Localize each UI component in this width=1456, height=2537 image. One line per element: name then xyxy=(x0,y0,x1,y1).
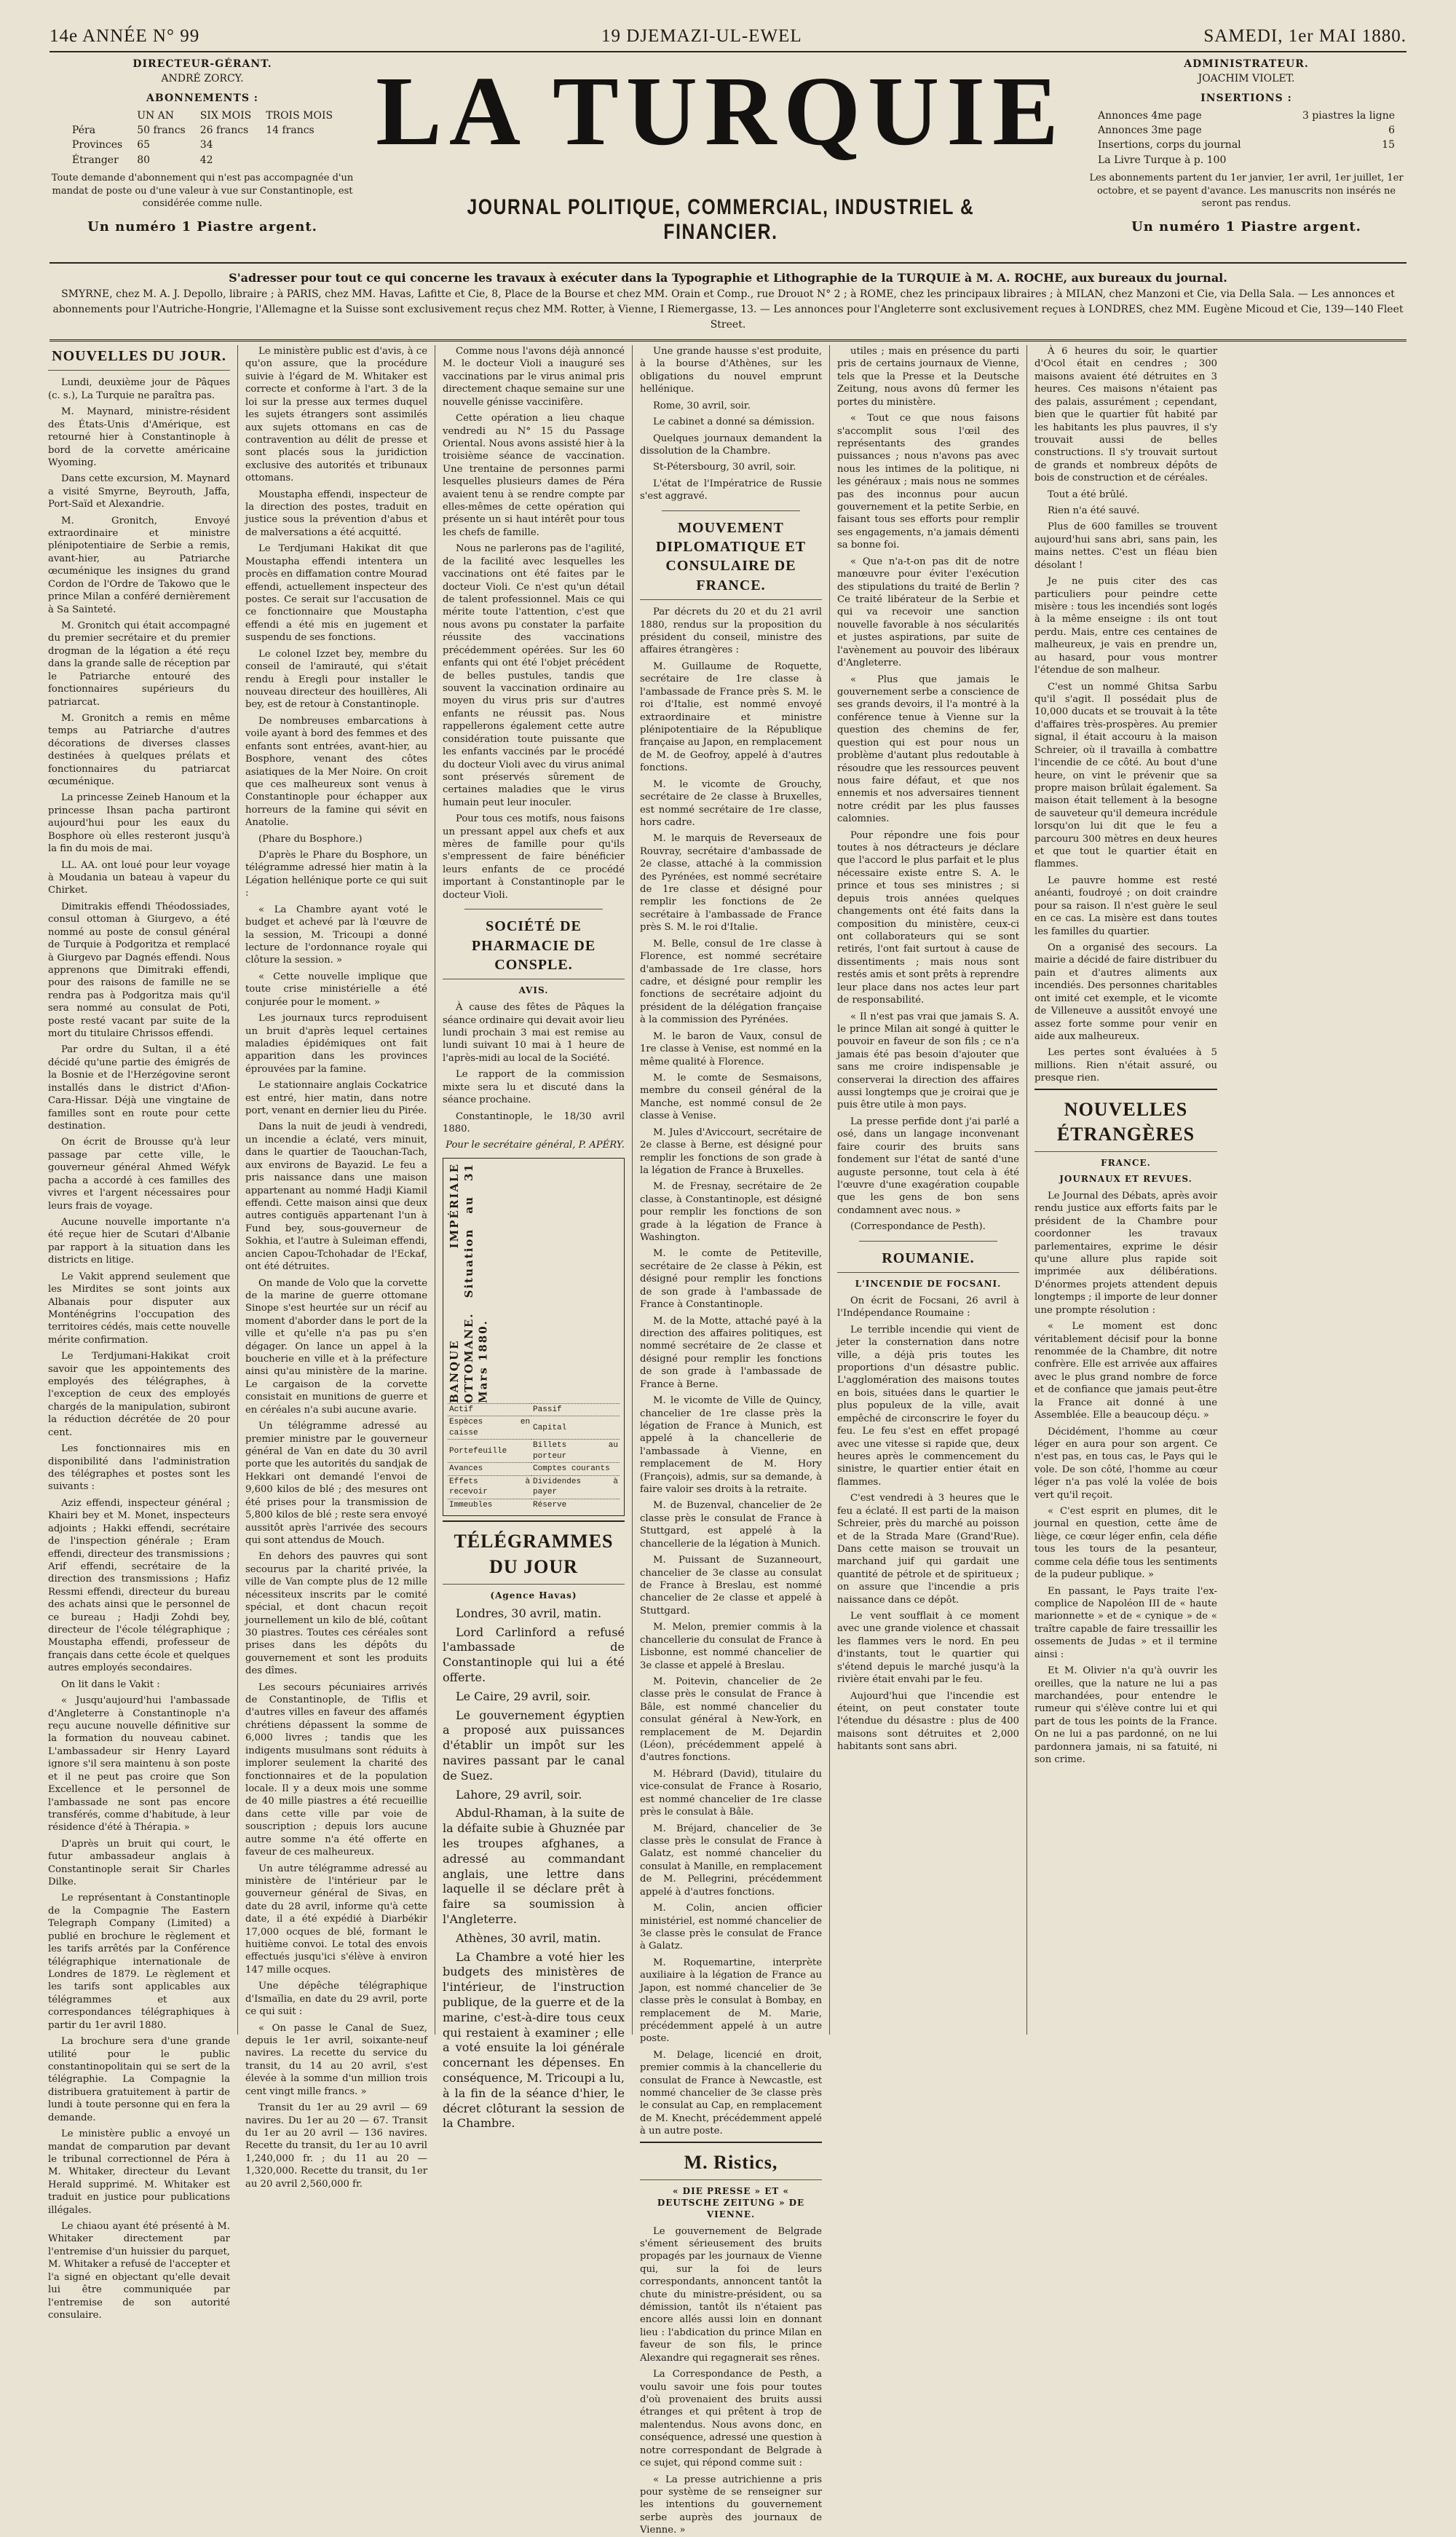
article-paragraph: M. Hébrard (David), titulaire du vice-consulat de France à Rosario, est nommé chancelier de 1re classe près le consulat à Bâle. xyxy=(640,1768,822,1818)
article-paragraph: La brochure sera d'une grande utilité pour le public constantinopolitain qui se sert de la télégraphie. La Compagnie la distribuera gratuitement à partir de lundi à toute personne qui en fera la demande. xyxy=(48,2036,230,2123)
article-paragraph: Le représentant à Constantinople de la Compagnie The Eastern Telegraph Company (Limited) a publié en brochure le règlement et les tarifs arrêtés par la Conférence télégraphique internationale de Londres de 1879. Le règlement et les tarifs sont applicables aux télégrammes et aux correspondances télégraphiques à partir du 1er avril 1880. xyxy=(48,1893,230,2031)
france-subheading: JOURNAUX ET REVUES. xyxy=(1059,1174,1192,1185)
article-paragraph: M. Belle, consul de 1re classe à Florence, est nommé secrétaire d'ambassade de 1re classe, hors cadre, et désigné pour remplir les fonctions de secrétaire adjoint du président de la délégation française à la commission des Pyrénées. xyxy=(640,938,822,1026)
article-paragraph: Un télégramme adressé au premier ministre par le gouverneur général de Van en date du 30 avril porte que les autorités du sandjak de Hekkari ont demandé l'envoi de 9,600 kilos de blé ; des mesures ont été prises pour la transmission de 5,800 kilos de blé ; reste sera envoyé aussitôt après l'arrivée des secours qui sont attendus de Mouch. xyxy=(245,1421,427,1546)
france-heading: FRANCE. xyxy=(1101,1158,1151,1169)
hijri-date: 19 DJEMAZI-UL-EWEL xyxy=(601,26,802,46)
article-paragraph: M. de Buzenval, chancelier de 2e classe près le consulat de France à Stuttgard, est appelé à la chancellerie de la légation à Munich. xyxy=(640,1500,822,1550)
bank-cell: Comptes courants xyxy=(531,1463,620,1476)
article-paragraph: Les journaux turcs reproduisent un bruit d'après lequel certaines maladies épidémiques ont fait apparition dans les provinces éprouvées par la famine. xyxy=(245,1013,427,1075)
subscription-note: Toute demande d'abonnement qui n'est pas accompagnée d'un mandat de poste ou d'une valeur à vue sur Constantinople, est considérée comme nulle. xyxy=(51,173,354,210)
subs-cell xyxy=(258,138,340,152)
article-paragraph: D'après un bruit qui court, le futur ambassadeur anglais à Constantinople serait Sir Charles Dilke. xyxy=(48,1838,230,1888)
masthead-right-box xyxy=(1086,57,1406,237)
article-paragraph: Dimitrakis effendi Théodossiades, consul ottoman à Giurgevo, a été nommé au poste de consul général de Turquie à Podgoritza et remplacé à Giurgevo par Dagnés effendi. Nous apprenons que Dimitraki effendi, pour des raisons de famille ne se rendra pas à Podgoritza mais qu'il sera nommé au consulat de Poti, poste resté vacant par suite de la mort du titulaire Chrissos effendi. xyxy=(48,901,230,1040)
article-paragraph: Pour répondre une fois pour toutes à nos détracteurs je déclare que l'accord le plus parfait et le plus nécessaire existe entre S. A. le prince et tous ses ministres ; si depuis trois années quelques changements ont été faits dans la composition du ministère, ceux-ci ont collaborateurs qui se sont retirés, l'ont fait surtout à cause de dissentiments ; mais nous sont restés amis et sont prêts à reprendre leur place dans nos actes leur part de responsabilité. xyxy=(837,829,1019,1006)
price-right: Un numéro 1 Piastre argent. xyxy=(1131,218,1361,234)
column-3 xyxy=(435,345,633,2131)
article-paragraph: Le ministère public a envoyé un mandat de comparution par devant le tribunal correctionnel de Péra à M. Whitaker, directeur du Levant Herald supprimé. M. Whitaker est traduit en justice pour publications illégales. xyxy=(48,2128,230,2216)
article-paragraph: En passant, le Pays traite l'ex-complice de Napoléon III de « haute marionnette » et de « cynique » de « traître capable de faire tressaillir les ossements de Judas » et il termine ainsi : xyxy=(1034,1585,1217,1660)
subs-head-cell: SIX MOIS xyxy=(199,109,252,122)
price-left: Un numéro 1 Piastre argent. xyxy=(87,218,317,234)
article-paragraph: Aujourd'hui que l'incendie est éteint, on peut constater toute l'étendue du désastre : plus de 400 maisons sont détruites et 2,000 habitants sont sans abri. xyxy=(837,1690,1019,1753)
article-paragraph: On mande de Volo que la corvette de la marine de guerre ottomane Sinope s'est heurtée sur un récif au moment d'aborder dans le port de la ville et qu'elle n'a pas pu s'en dégager. On lance un appel à la boucherie en ville et à la préfecture ainsi qu'au ministère de la marine. Le cargaison de la corvette consistait en munitions de guerre et en céréales n'a subi aucune avarie. xyxy=(245,1277,427,1416)
article-paragraph: M. le comte de Sesmaisons, membre du conseil général de la Manche, est nommé consul de 2e classe à Venise. xyxy=(640,1072,822,1122)
agencies-line-1: S'adresser pour tout ce qui concerne les travaux à exécuter dans la Typographie et Lithographie de la TURQUIE à M. A. ROCHE, aux bureaux du journal. xyxy=(229,271,1227,285)
ristics-article xyxy=(640,2225,822,2537)
article-paragraph: Le rapport de la commission mixte sera lu et discuté dans la séance prochaine. xyxy=(443,1069,625,1106)
article-paragraph: Le Vakit apprend seulement que les Mirdites se sont joints aux Albanais pour disputer aux Monténégrins l'occupation des territoires cédés, mais cette nouvelle mérite confirmation. xyxy=(48,1271,230,1346)
ins-cell: Annonces 3me page xyxy=(1098,125,1202,137)
article-paragraph: M. Delage, licencié en droit, premier commis à la chancellerie du consulat de France à Newcastle, est nommé chancelier de 3e classe près le consulat au Cap, en remplacement de M. Knecht, précédemment appelé à un autre poste. xyxy=(640,2049,822,2137)
bank-cell: Capital xyxy=(531,1416,620,1440)
article-paragraph: M. Roquemartine, interprète auxiliaire à la légation de France au Japon, est nommé chancelier de 3e classe près le consulat à Bombay, en remplacement de M. Marie, précédemment appelé à un autre poste. xyxy=(640,1957,822,2045)
article-paragraph: Par ordre du Sultan, il a été décidé qu'une partie des émigrés de la Bosnie et de l'Herzégovine seront installés dans le district d'Afion-Cara-Hissar. Déjà une vingtaine de familles sont en route pour cette destination. xyxy=(48,1044,230,1132)
subs-cell: 80 xyxy=(137,154,151,166)
bank-row xyxy=(448,1416,620,1440)
subs-cell: 14 francs xyxy=(266,125,314,137)
article-paragraph: Le Journal des Débats, après avoir rendu justice aux efforts faits par le président de la Chambre pour coordonner les travaux parlementaires, exprime le désir qu'une allure plus rapide soit imprimée aux délibérations. D'énormes projets attendent depuis longtemps ; il importe de leur donner une prompte résolution : xyxy=(1034,1190,1217,1316)
section-heading-roumanie: ROUMANIE. xyxy=(837,1249,1019,1273)
ins-cell: 6 xyxy=(1388,125,1395,137)
telegrams-list xyxy=(443,1606,625,2131)
subs-cell: Péra xyxy=(71,125,96,137)
section-heading-mouvement-diplomatique: MOUVEMENT DIPLOMATIQUE ET CONSULAIRE DE FRANCE. xyxy=(640,518,822,601)
article-paragraph: Et M. Olivier n'a qu'à ouvrir les oreilles, que la nature ne lui a pas marchandées, pour entendre le rumeur qui s'élève contre lui et qui part de tous les points de la France. On ne lui a pas pardonné, on ne lui pardonnera jamais, ni sa fatuité, ni son crime. xyxy=(1034,1665,1217,1766)
article-paragraph: Décidément, l'homme au cœur léger en aura pour son argent. Ce n'est pas, en tous cas, le Pays qui le vole. De son côté, l'homme au cœur léger n'a pas volé la volée de bois vert qu'il reçoit. xyxy=(1034,1426,1217,1501)
article-paragraph: Les secours pécuniaires arrivés de Constantinople, de Tiflis et d'autres villes en faveur des affamés chrétiens dépassent la somme de 6,000 livres ; tandis que les indigents musulmans sont réduits à implorer seulement la charité des fonctionnaires et de la population locale. Il y a deux mois une somme de 40 mille piastres a été recueillie dans cette ville par voie de souscription ; depuis lors aucune autre somme n'a été offerte en faveur de ces malheureux. xyxy=(245,1681,427,1858)
article-paragraph: M. le vicomte de Ville de Quincy, chancelier de 1re classe près la légation de France à Munich, est appelé à la chancellerie de l'ambassade à Vienne, en remplacement de M. Hory (François), admis, sur sa demande, à faire valoir ses droits à la retraite. xyxy=(640,1395,822,1496)
article-paragraph: M. Gronitch a remis en même temps au Patriarche d'autres décorations de diverses classes destinées à quelques prélats et fonctionnaires du patriarcat œcuménique. xyxy=(48,712,230,788)
article-paragraph: La Chambre a voté hier les budgets des ministères de l'intérieur, de l'instruction publique, de la guerre et de la marine, c'est-à-dire tous ceux qui restaient à examiner ; elle a voté ensuite la loi générale concernant les dépenses. En conséquence, M. Tricoupi a lu, à la fin de la séance d'hier, le décret clôturant la session de la Chambre. xyxy=(443,1949,625,2131)
subs-head-cell xyxy=(65,108,130,123)
article-paragraph: Pour tous ces motifs, nous faisons un pressant appel aux chefs et aux mères de famille pour qu'ils s'empressent de faire bénéficier leurs enfants de ce procédé important à Constantinople par le docteur Violi. xyxy=(443,813,625,901)
article-paragraph: En dehors des pauvres qui sont secourus par la charité privée, la ville de Van compte plus de 12 mille nécessiteux inscrits par le comité spécial, et dont chacun reçoit journellement un kilo de blé, coûtant 30 piastres. Toutes ces céréales sont prises dans les dépôts du gouvernement et sont les produits des dîmes. xyxy=(245,1551,427,1677)
society-signature: Pour le secrétaire général, P. APÉRY. xyxy=(446,1140,625,1151)
article-paragraph: « Il n'est pas vrai que jamais S. A. le prince Milan ait songé à quitter le pouvoir en faveur de son fils ; ce n'a jamais été pas besoin d'ajouter que sans me croire indispensable je conserverai la direction des affaires aussi longtemps que je croirai que je puis être utile à mon pays. xyxy=(837,1011,1019,1111)
article-paragraph: « La presse autrichienne a pris pour système de se renseigner sur les intentions du gouvernement serbe auprès des journaux de Vienne. » xyxy=(640,2474,822,2536)
column-1 xyxy=(41,345,238,2321)
avis-heading: AVIS. xyxy=(518,985,549,996)
article-paragraph: M. Colin, ancien officier ministériel, est nommé chancelier de 3e classe près le consulat de France à Galatz. xyxy=(640,1903,822,1952)
article-paragraph: Le pauvre homme est resté anéanti, foudroyé ; on doit craindre pour sa raison. Il n'est guère le seul en ce cas. La misère est dans toutes les familles du quartier. xyxy=(1034,875,1217,937)
bank-cell: Actif xyxy=(448,1403,531,1416)
bank-cell: Espèces en caisse xyxy=(448,1416,531,1440)
telegrams-continued xyxy=(640,345,822,503)
bank-cell: Effets à recevoir xyxy=(448,1475,531,1499)
article-paragraph: « Plus que jamais le gouvernement serbe a conscience de ses grands devoirs, il l'a montré à la conférence tenue à Vienne sur la question des chemins de fer, question qui est pour nous un problème d'autant plus redoutable à résoudre que les ressources peuvent nous faire défaut, et que nos ennemis et nos adversaires tiennent notre crédit par les plus fausses calomnies. xyxy=(837,674,1019,825)
newspaper-title: LA TURQUIE xyxy=(376,57,1066,166)
ins-cell: La Livre Turque à p. 100 xyxy=(1098,154,1227,166)
article-paragraph: La presse perfide dont j'ai parlé a osé, dans un langage inconvenant faire courir des bruits sans fondement sur l'état de santé d'une auguste personne, tout cela à été l'œuvre d'une exagération coupable que les gens de bon sens condamnent avec nous. » xyxy=(837,1116,1019,1216)
article-paragraph: M. de la Motte, attaché payé à la direction des affaires politiques, est nommé secrétaire de 2e classe et désigné pour remplir les fonctions de son grade à l'ambassade de France à Berne. xyxy=(640,1315,822,1390)
focsani-fire-article xyxy=(837,1295,1019,1753)
article-paragraph: M. Gronitch qui était accompagné du premier secrétaire et du premier drogman de la légation a été reçu dans la grande salle de réception par le Patriarche entouré des fonctionnaires supérieurs du patriarcat. xyxy=(48,620,230,708)
article-paragraph: Rome, 30 avril, soir. xyxy=(653,400,751,411)
bank-statement-box xyxy=(443,1158,625,1517)
director-name: ANDRÉ ZORCY. xyxy=(161,73,244,85)
article-paragraph: M. le vicomte de Grouchy, secrétaire de 2e classe à Bruxelles, est nommé secrétaire de 1re classe, hors cadre. xyxy=(640,778,822,828)
diplomatic-movement-article xyxy=(640,606,822,2138)
ins-cell: Insertions, corps du journal xyxy=(1098,139,1241,151)
divider xyxy=(662,510,800,511)
article-paragraph: Aucune nouvelle importante n'a été reçue hier de Scutari d'Albanie par rapport à la situation dans les districts en litige. xyxy=(48,1216,230,1266)
article-paragraph: Par décrets du 20 et du 21 avril 1880, rendus sur la proposition du président du conseil, ministre des affaires étrangères : xyxy=(640,607,822,656)
article-paragraph: L'état de l'Impératrice de Russie s'est aggravé. xyxy=(640,478,822,502)
insertions-label: INSERTIONS : xyxy=(1200,92,1292,104)
article-paragraph: Une dépêche télégraphique d'Ismaïlia, en date du 29 avril, porte ce qui suit : xyxy=(245,1981,427,2018)
article-paragraph: On écrit de Brousse qu'à leur passage par cette ville, le gouverneur général Ahmed Wéfyk pacha a accordé à ces familles des vivres et l'argent nécessaires pour leurs frais de voyage. xyxy=(48,1137,230,1212)
article-paragraph: Le Terdjumani Hakikat dit que Moustapha effendi intentera un procès en diffamation contre Mourad effendi, actuellement inspecteur des postes. Ce serait sur l'accusation de ce fonctionnaire que Moustapha effendi a été mis en jugement et suspendu de ses fonctions. xyxy=(245,543,427,644)
insertions-row xyxy=(1093,108,1399,123)
article-paragraph: Le Terdjumani-Hakikat croit savoir que les appointements des employés des télégraphes, à l'exception de ceux des employés chargés de la manipulation, subiront la réduction décrétée de 20 pour cent. xyxy=(48,1351,230,1438)
agencies-line-2: SMYRNE, chez M. A. J. Depollo, libraire ; à PARIS, chez MM. Havas, Lafitte et Cie, 8, Place de la Bourse et chez MM. Orain et Comp., rue Drouot N° 2 ; à ROME, chez les principaux libraires ; à MILAN, chez Manzoni et Cie, via Della Sala. — Les annonces et abonnements pour l'Autriche-Hongrie, l'Allemagne et la Suisse sont exclusivement reçus chez MM. Rotter, à Vienne, I Riemergasse, 13. — Les annonces pour l'Angleterre sont exclusivement reçues à LONDRES, chez MM. Eugène Micoud et Cie, 139—140 Fleet Street. xyxy=(52,288,1404,331)
article-paragraph: Transit du 1er au 29 avril — 69 navires. Du 1er au 20 — 67. Transit du 1er au 20 avril — 136 navires. Recette du transit, du 1er au 10 avril 1,240,000 fr. ; du 11 au 20 — 1,320,000. Recette du transit, du 1er au 20 avril 2,560,000 fr. xyxy=(245,2102,427,2190)
article-paragraph: Le cabinet a donné sa démission. xyxy=(653,417,815,428)
article-paragraph: Le ministère public est d'avis, à ce qu'on assure, que la procédure suivie à l'égard de M. Whitaker est correcte et conforme à l'art. 3 de la loi sur la presse aux termes duquel les sujets étrangers sont assimilés aux sujets ottomans en cas de contravention au délit de presse et sont placés sous la juridiction exclusive des autorités et tribunaux ottomans. xyxy=(245,346,427,484)
article-paragraph: Constantinople, le 18/30 avril 1880. xyxy=(443,1110,625,1135)
section-heading-nouvelles-du-jour: NOUVELLES DU JOUR. xyxy=(48,347,230,371)
bank-statement-table xyxy=(448,1403,620,1512)
roumanie-subheading: L'INCENDIE DE FOCSANI. xyxy=(855,1279,1002,1290)
bank-row xyxy=(448,1440,620,1463)
article-paragraph: Cette opération a lieu chaque vendredi au N° 15 du Passage Oriental. Nous avons assisté hier à la troisième séance de vaccination. Une trentaine de personnes parmi lesquelles plusieurs dames de Péra avaient tenu à se rendre compte par elles-mêmes de cette opération qui présente un si haut intérêt pour tous les chefs de famille. xyxy=(443,413,625,538)
masthead-left-box xyxy=(50,57,355,237)
issue-number: 14e ANNÉE N° 99 xyxy=(50,26,200,46)
subs-cell: 50 francs xyxy=(137,125,186,137)
article-paragraph: St-Pétersbourg, 30 avril, soir. xyxy=(653,462,796,473)
columns xyxy=(41,345,1415,2536)
article-paragraph: M. le marquis de Reverseaux de Rouvray, secrétaire d'ambassade de 2e classe, attaché à la commission des Pyrénées, est nommé secrétaire de 1re classe et désigné pour remplir les fonctions de 2e secrétaire à l'ambassade de France près S. M. le roi d'Italie. xyxy=(640,833,822,934)
article-paragraph: (Correspondance de Pesth). xyxy=(850,1221,986,1233)
article-paragraph: M. Gronitch, Envoyé extraordinaire et ministre plénipotentiaire de Serbie a remis, avant-hier, au Patriarche œcuménique les insignes du grand Cordon de l'Ordre de Takowo que le prince Milan a conféré dernièrement à Sa Sainteté. xyxy=(48,515,230,615)
bank-cell: Avances xyxy=(448,1463,531,1476)
article-paragraph: On écrit de Focsani, 26 avril à l'Indépendance Roumaine : xyxy=(837,1295,1019,1319)
admin-name: JOACHIM VIOLET. xyxy=(1198,73,1295,85)
article-paragraph: LL. AA. ont loué pour leur voyage à Moudania un bateau à vapeur du Chirket. xyxy=(48,859,230,896)
article-paragraph: M. Melon, premier commis à la chancellerie du consulat de France à Lisbonne, est nommé chancelier de 3e classe et appelé à Breslau. xyxy=(640,1622,822,1671)
article-paragraph: C'est vendredi à 3 heures que le feu a éclaté. Il est parti de la maison Schreier, près du marché au poisson et de la Strada Mare (Grand'Rue). Dans cette maison se trouvait un marchand juif qui gardait une quantité de pétrole et de spiritueux ; on assure que l'incendie a pris naissance dans ce dépôt. xyxy=(837,1493,1019,1606)
article-paragraph: Dans cette excursion, M. Maynard a visité Smyrne, Beyrouth, Jaffa, Port-Saïd et Alexandrie. xyxy=(48,473,230,510)
ins-cell: 15 xyxy=(1382,139,1395,151)
article-paragraph: M. Poitevin, chancelier de 2e classe près le consulat de France à Bâle, est nommé chancelier du consulat général à New-York, en remplacement de M. Dejardin (Léon), précédemment appelé à d'autres fonctions. xyxy=(640,1676,822,1764)
insertions-note: Les abonnements partent du 1er janvier, 1er avril, 1er juillet, 1er octobre, et se payent d'avance. Les manuscrits non insérés ne seront pas rendus. xyxy=(1089,173,1404,210)
ins-cell: Annonces 4me page xyxy=(1098,109,1202,122)
serbia-article-continued xyxy=(837,345,1019,1234)
article-paragraph: Une grande hausse s'est produite, à la bourse d'Athènes, sur les obligations du nouvel emprunt hellénique. xyxy=(640,346,822,395)
column-5 xyxy=(830,345,1027,2035)
insertions-row xyxy=(1093,153,1399,167)
bank-cell: Billets au porteur xyxy=(531,1440,620,1463)
ins-cell: 3 piastres la ligne xyxy=(1302,109,1395,122)
bank-row xyxy=(448,1403,620,1416)
article-paragraph: « On passe le Canal de Suez, depuis le 1er avril, soixante-neuf navires. La recette du service du transit, du 14 au 20 avril, s'est élevée à la somme d'un million trois cent vingt mille francs. » xyxy=(245,2022,427,2097)
article-paragraph: M. le baron de Vaux, consul de 1re classe à Venise, est nommé en la même qualité à Florence. xyxy=(640,1030,822,1068)
article-paragraph: Plus de 600 familles se trouvent aujourd'hui sans abri, sans pain, les mains nettes. C'est un fléau bien désolant ! xyxy=(1034,521,1217,571)
article-paragraph: Lundi, deuxième jour de Pâques (c. s.), La Turquie ne paraîtra pas. xyxy=(48,377,230,401)
subscriptions-table xyxy=(65,108,340,167)
insertions-row xyxy=(1093,123,1399,138)
article-paragraph: M. Bréjard, chancelier de 3e classe près le consulat de France à Galatz, est nommé chancelier du consulat à Manille, en remplacement de M. Pellegrini, précédemment appelé à d'autres fonctions. xyxy=(640,1823,822,1898)
subs-cell: 34 xyxy=(199,139,213,151)
article-paragraph: Le vent soufflait à ce moment avec une grande violence et chassait les flammes vers le nord. En peu d'instants, tout le quartier qui s'étend depuis le marché jusqu'à la rivière était envahi par le feu. xyxy=(837,1611,1019,1686)
section-heading-nouvelles-etrangeres: NOUVELLES ÉTRANGÈRES xyxy=(1034,1089,1217,1153)
subs-cell: Provinces xyxy=(71,139,123,151)
vaccination-article xyxy=(443,345,625,901)
bank-cell: Immeubles xyxy=(448,1499,531,1511)
article-paragraph: « Tout ce que nous faisons s'accomplit sous l'œil des représentants des grandes puissances ; nous n'avons pas avec nous les intimes de la politique, ni les généraux ; mais nous ne sommes pas des inconnus pour aucun gouvernement et la petite Serbie, en faisant tous ses efforts pour remplir ses engagements, n'a jamais démenti sa bonne foi. xyxy=(837,413,1019,551)
article-paragraph: Le gouvernement de Belgrade s'ément sérieusement des bruits propagés par les journaux de Vienne qui, sur la foi de leurs correspondants, annoncent tantôt la chute du ministre-président, ou sa démission, tantôt ils n'étaient pas encore allés aussi loin en donnant lieu : l'abdication du prince Milan en faveur de son fils, le prince Alexandre qui regagnerait ses rênes. xyxy=(640,2225,822,2364)
article-paragraph: Le Caire, 29 avril, soir. xyxy=(456,1689,591,1703)
column-4 xyxy=(633,345,830,2536)
ins-cell xyxy=(1277,153,1399,167)
article-paragraph: Dans la nuit de jeudi à vendredi, un incendie a éclaté, vers minuit, dans le quartier de Taouchan-Tach, aux environs de Bayazid. Le feu a pris naissance dans une maison appartenant au nommé Hadji Kiamil effendi. Cette maison ainsi que deux autres contiguës appartenant l'un à Fund bey, sous-gouverneur de Sokhia, et l'autre à Suleiman effendi, ancien Capou-Tchohadar de l'Eckaf, ont été détruites. xyxy=(245,1121,427,1273)
newspaper-subtitle: JOURNAL POLITIQUE, COMMERCIAL, INDUSTRIEL & FINANCIER. xyxy=(467,195,975,244)
society-article xyxy=(443,1001,625,1135)
insertions-table xyxy=(1093,108,1399,167)
subscriptions-head-row xyxy=(65,108,340,123)
agencies-strip xyxy=(50,262,1406,342)
article-paragraph: Les pertes sont évaluées à 5 millions. Rien n'était assuré, ou presque rien. xyxy=(1034,1047,1217,1084)
subs-cell xyxy=(258,153,340,167)
article-paragraph: Les fonctionnaires mis en disponibilité dans l'administration des télégraphes et postes sont les suivants : xyxy=(48,1443,230,1493)
article-paragraph: « C'est esprit en plumes, dit le journal en question, cette âme de liège, ce cœur léger enfin, cela défie tous les tours de la pesanteur, comme cela défie tous les sentiments de la pudeur publique. » xyxy=(1034,1506,1217,1581)
article-paragraph: Aziz effendi, inspecteur général ; Khairi bey et M. Monet, inspecteurs adjoints ; Hakki effendi, secrétaire de l'inspection générale ; Eram effendi, directeur des transmissions ; Arif effendi, secrétaire de la direction des transmissions ; Hafiz Ressmi effendi, directeur du bureau des achats ainsi que le personnel de ce bureau ; Hadji Zohdi bey, directeur de l'école télégraphique ; Moustapha effendi, professeur de français dans cette école et quelques autres employés secondaires. xyxy=(48,1497,230,1674)
issue-date: SAMEDI, 1er MAI 1880. xyxy=(1203,26,1406,46)
subscriptions-row xyxy=(65,138,340,152)
article-paragraph: Quelques journaux demandent la dissolution de la Chambre. xyxy=(640,433,822,457)
article-paragraph: M. Maynard, ministre-résident des États-Unis d'Amérique, est retourné hier à Constantinople à bord de la corvette américaine Wyoming. xyxy=(48,406,230,468)
article-paragraph: Un autre télégramme adressé au ministère de l'intérieur par le gouverneur général de Sivas, en date du 28 avril, informe qu'à cette date, il a été expédié à Diarbékir 17,000 ocques de blé, formant le huitième convoi. Le total des envois effectués jusqu'ici s'élève à environ 147 mille ocques. xyxy=(245,1863,427,1976)
section-heading-societe-pharmacie: SOCIÉTÉ DE PHARMACIE DE CONSPLE. xyxy=(443,917,625,979)
admin-label: ADMINISTRATEUR. xyxy=(1184,58,1309,70)
article-paragraph: « Que n'a-t-on pas dit de notre manœuvre pour éviter l'exécution des stipulations du traité de Berlin ? Ce traité libérateur de la Serbie et qui va recevoir une sanction nouvelle favorable à nos sécularités et justes aspirations, par suite de l'avènement au pouvoir des libéraux d'Angleterre. xyxy=(837,556,1019,669)
article-paragraph: C'est un nommé Ghitsa Sarbu qu'il s'agit. Il possédait plus de 10,000 ducats et se trouvait à la tête d'affaires très-prospères. Au premier signal, il était accouru à la maison Schreier, où il travailla à combattre l'incendie de ce côté. Au bout d'une heure, on vint le prévenir que sa propre maison brûlait également. Sa maison était tellement à la besogne de sauveteur qu'il demeura incrédule lorsqu'on lui dit que le feu a parcouru 300 mètres en deux heures et que tout le quartier était en flammes. xyxy=(1034,681,1217,870)
subs-head-cell: TROIS MOIS xyxy=(266,109,333,122)
article-paragraph: Abdul-Rhaman, à la suite de la défaite subie à Ghuznée par les troupes afghanes, a adressé au commandant anglais, une lettre dans laquelle il se déclare prêt à faire sa soumission à l'Angleterre. xyxy=(443,1806,625,1927)
article-paragraph: Le chiaou ayant été présenté à M. Whitaker directement par l'entremise d'un huissier du parquet, M. Whitaker a refusé de l'accepter et l'a signé en objectant qu'elle devait lui être communiquée par l'entremise de son autorité consulaire. xyxy=(48,2221,230,2321)
subscriptions-row xyxy=(65,123,340,138)
article-paragraph: Nous ne parlerons pas de l'agilité, de la facilité avec lesquelles les vaccinations ont été faites par le docteur Violi. Ce n'est qu'un détail de talent professionnel. Mais ce qui mérite toute l'attention, c'est que nous avons pu constater la parfaite réussite des vaccinations précédemment opérées. Sur les 60 enfants qui ont été l'objet précédent de belles pustules, tandis que souvent la vaccination ordinaire au moyen du virus pris sur d'autres enfants ne réussit pas. Nous rappellerons également cette autre considération toute puissante que les enfants vaccinés par le procédé du docteur Violi avec du virus animal sont préservés sûrement de certaines maladies que le virus humain peut leur inoculer. xyxy=(443,543,625,808)
article-paragraph: M. Guillaume de Roquette, secrétaire de 1re classe à l'ambassade de France près S. M. le roi d'Italie, est nommé envoyé extraordinaire et ministre plénipotentiaire de la République française au Japon, en remplacement de M. de Geofroy, appelé à d'autres fonctions. xyxy=(640,660,822,774)
subs-cell: Étranger xyxy=(71,154,119,166)
article-paragraph: (Phare du Bosphore.) xyxy=(258,833,363,845)
column-6 xyxy=(1027,345,1224,2035)
bank-statement-title: BANQUE IMPÉRIALE OTTOMANE. Situation au 31 Mars 1880. xyxy=(448,1162,490,1403)
article-paragraph: Tout a été brûlé. xyxy=(1048,489,1128,500)
subs-cell: 26 francs xyxy=(199,125,249,137)
article-paragraph: Le colonel Izzet bey, membre du conseil de l'amirauté, qui s'était rendu à Eregli pour installer le nouveau directeur des houillères, Ali bey, est de retour à Constantinople. xyxy=(245,648,427,711)
bank-cell: Portefeuille xyxy=(448,1440,531,1463)
subs-cell: 65 xyxy=(137,139,151,151)
insertions-row xyxy=(1093,138,1399,152)
article-paragraph: « La Chambre ayant voté le budget et achevé par là l'œuvre de la session, M. Tricoupi a donné lecture de l'ordonnance royale qui clôture la session. » xyxy=(245,904,427,966)
masthead xyxy=(50,57,1406,252)
article-paragraph: Athènes, 30 avril, matin. xyxy=(456,1930,601,1945)
article-paragraph: M. le comte de Petiteville, secrétaire de 2e classe à Pékin, est désigné pour remplir les fonctions de son grade à l'ambassade de France à Constantinople. xyxy=(640,1248,822,1311)
subs-cell: 42 xyxy=(199,154,213,166)
article-paragraph: Le gouvernement égyptien a proposé aux puissances d'établir un impôt sur les navires passant par le canal de Suez. xyxy=(443,1708,625,1783)
article-paragraph: La Correspondance de Pesth, a voulu savoir une fois pour toutes d'où provenaient des bruits aussi étranges et qui prêtent à trop de malentendus. Nous avons donc, en conséquence, adressé une question à notre correspondant de Belgrade à ce sujet, qui répond comme suit : xyxy=(640,2369,822,2469)
top-info-line xyxy=(50,22,1406,52)
article-paragraph: De nombreuses embarcations à voile ayant à bord des femmes et des enfants sont entrées, avant-hier, au Bosphore, venant des côtes asiatiques de la Mer Noire. On croit que ces malheureux sont venus à Constantinople pour échapper aux horreurs de la famine qui sévit en Anatolie. xyxy=(245,715,427,829)
article-paragraph: Londres, 30 avril, matin. xyxy=(456,1606,602,1620)
article-paragraph: Lord Carlinford a refusé l'ambassade de Constantinople qui lui a été offerte. xyxy=(443,1625,625,1685)
article-paragraph: M. Jules d'Aviccourt, secrétaire de 2e classe à Berne, est désigné pour remplir les fonctions de son grade à la légation de France à Bruxelles. xyxy=(640,1127,822,1176)
article-paragraph: Le terrible incendie qui vient de jeter la consternation dans notre ville, a déjà pris toutes les proportions d'un désastre public. L'agglomération des maisons toutes en bois, situées dans le quartier le plus populeux de la ville, avait empêché de circonscrire le foyer du feu. Le feu s'est en effet propagé avec une vitesse si rapide que, deux heures après le commencement du sinistre, le quartier entier était en flammes. xyxy=(837,1324,1019,1488)
column-2 xyxy=(238,345,435,2190)
article-paragraph: Moustapha effendi, inspecteur de la direction des postes, traduit en justice sous la prévention d'abus et de malversations a été acquitté. xyxy=(245,489,427,538)
subs-head-cell: UN AN xyxy=(137,109,175,122)
article-paragraph: M. Puissant de Suzanneourt, chancelier de 3e classe au consulat de France à Breslau, est nommé chancelier de 2e classe et appelé à Stuttgard. xyxy=(640,1555,822,1617)
subscriptions-row xyxy=(65,153,340,167)
ristics-subheading: « DIE PRESSE » ET « DEUTSCHE ZEITUNG » DE VIENNE. xyxy=(657,2186,805,2220)
article-paragraph: D'après le Phare du Bosphore, un télégramme adressé hier matin à la Légation hellénique porte ce qui suit : xyxy=(245,850,427,899)
section-heading-telegrammes: TÉLÉGRAMMES DU JOUR xyxy=(443,1520,625,1585)
director-label: DIRECTEUR-GÉRANT. xyxy=(132,58,272,70)
divider xyxy=(859,1241,997,1242)
bank-row xyxy=(448,1499,620,1511)
article-paragraph: Lahore, 29 avril, soir. xyxy=(456,1787,582,1802)
france-article xyxy=(1034,1190,1217,1767)
article-paragraph: « Jusqu'aujourd'hui l'ambassade d'Angleterre à Constantinople n'a reçu aucune nouvelle définitive sur la formation du nouveau cabinet. L'ambassadeur sir Henry Layard ignore s'il sera maintenu à son poste et il ne peut pas croire que Son Excellence et le personnel de l'ambassade ne sont pas encore transférés, comme d'habitude, à leur résidence d'été à Thérapia. » xyxy=(48,1695,230,1834)
article-paragraph: utiles ; mais en présence du parti pris de certains journaux de Vienne, tels que la Presse et la Deutsche Zeitung, nous avons dû fermer les portes du ministère. xyxy=(837,346,1019,408)
section-heading-ristics: M. Ristics, xyxy=(640,2142,822,2180)
bank-cell: Réserve xyxy=(531,1499,620,1511)
article-paragraph: M. de Fresnay, secrétaire de 2e classe, à Constantinople, est désigné pour remplir les fonctions de son grade à la légation de France à Washington. xyxy=(640,1181,822,1244)
subscriptions-label: ABONNEMENTS : xyxy=(146,92,258,104)
article-paragraph: Comme nous l'avons déjà annoncé M. le docteur Violi a inauguré ses vaccinations par le virus animal pris directement chaque semaine sur une nouvelle génisse vaccinifère. xyxy=(443,346,625,408)
article-paragraph: « Cette nouvelle implique que toute crise ministérielle a été conjurée pour le moment. » xyxy=(245,971,427,1008)
bank-cell: Dividendes à payer xyxy=(531,1475,620,1499)
article-paragraph: À 6 heures du soir, le quartier d'Ocol était en cendres ; 300 maisons avaient été détruites en 3 heures. Ces maisons n'étaient pas des palais, assurément ; cependant, bien que le quartier fût habité par les habitants les plus pauvres, il s'y trouvait aussi de belles constructions. Il s'y trouvait surtout de grands et nombreux dépôts de bois de construction et de céréales. xyxy=(1034,346,1217,484)
bank-row xyxy=(448,1475,620,1499)
telegrams-agency: (Agence Havas) xyxy=(490,1590,577,1601)
article-paragraph: Je ne puis citer des cas particuliers pour peindre cette misère : tous les incendiés sont logés à la même enseigne : ils ont tout perdu. Mais, entre ces centaines de malheureux, je vais en prendre un, au hasard, pour vous montrer l'étendue de son malheur. xyxy=(1034,576,1217,676)
divider xyxy=(464,909,603,910)
article-paragraph: On lit dans le Vakit : xyxy=(61,1678,160,1690)
article-paragraph: À cause des fêtes de Pâques la séance ordinaire qui devait avoir lieu lundi prochain 3 mai est remise au lundi suivant 10 mai à 1 heure de l'après-midi au local de la Société. xyxy=(443,1002,625,1064)
focsani-fire-continued xyxy=(1034,345,1217,1085)
article-paragraph: Rien n'a été sauvé. xyxy=(1048,505,1140,517)
bank-row xyxy=(448,1463,620,1476)
article-paragraph: La princesse Zeineb Hanoum et la princesse Ihsan pacha partiront aujourd'hui pour les eaux du Bosphore où elles resteront jusqu'à la fin du mois de mai. xyxy=(48,792,230,855)
bank-cell: Passif xyxy=(531,1403,620,1416)
article-paragraph: On a organisé des secours. La mairie a décidé de faire distribuer du pain et d'autres aliments aux incendiés. Des personnes charitables ont imité cet exemple, et le vicomte de Villeneuve a aussitôt envoyé une assez forte somme pour venir en aide aux malheureux. xyxy=(1034,942,1217,1042)
article-paragraph: « Le moment est donc véritablement décisif pour la bonne renommée de la Chambre, dit notre confrère. Elle est arrivée aux affaires avec le plus grand nombre de force et de confiance que jamais peut-être la France ait donné à une Assemblée. Elle a beaucoup déçu. » xyxy=(1034,1321,1217,1421)
article-paragraph: Le stationnaire anglais Cockatrice est entré, hier matin, dans notre port, venant en dernier lieu du Pirée. xyxy=(245,1080,427,1117)
